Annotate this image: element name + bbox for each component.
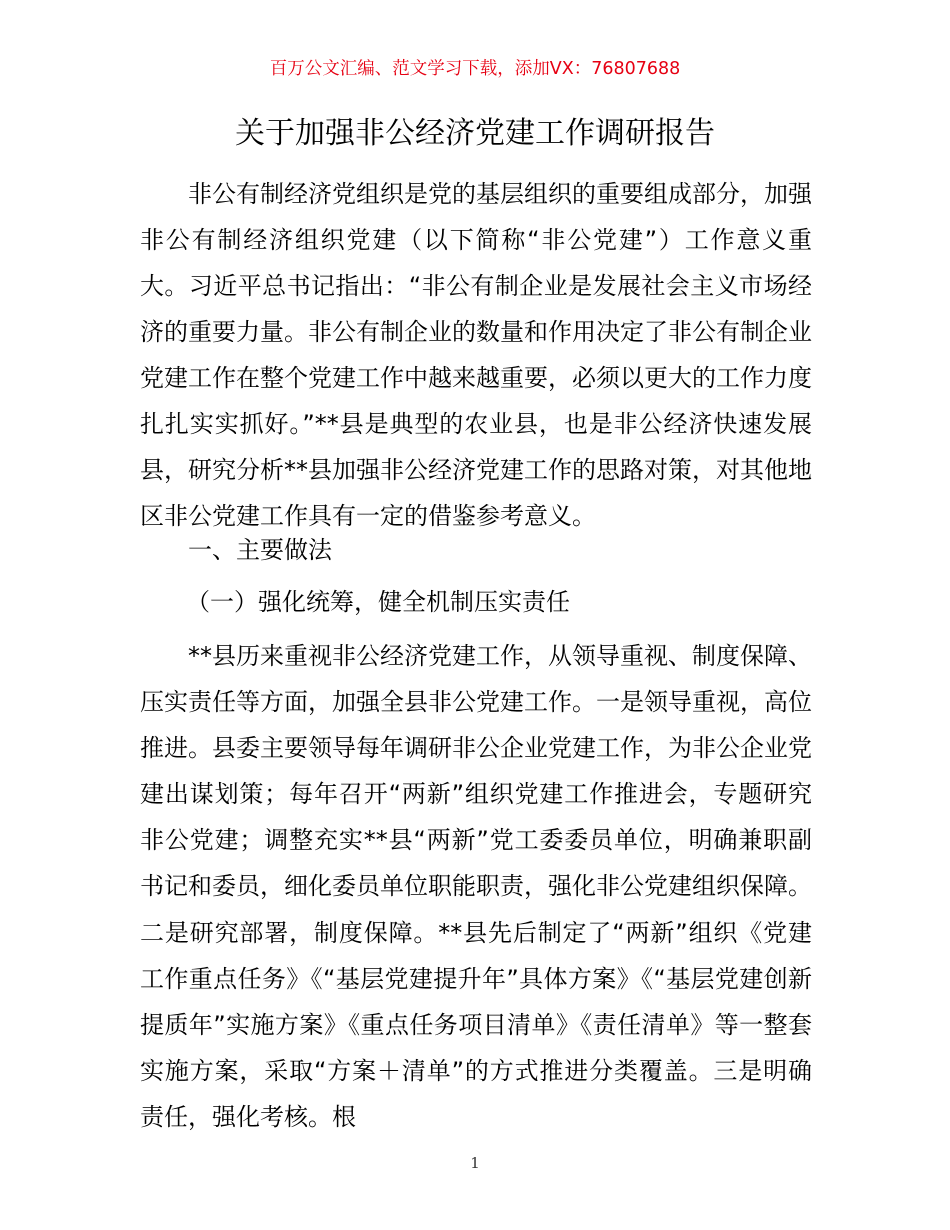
page-number: 1: [470, 1154, 480, 1172]
body-paragraph: **县历来重视非公经济党建工作，从领导重视、制度保障、压实责任等方面，加强全县非公党建工作。一是领导重视，高位推进。县委主要领导每年调研非公企业党建工作，为非公企业党建出谋划策；每年召开“两新”组织党建工作推进会，专题研究非公党建；调整充实**县“两新”党工委委员单位，明确兼职副书记和委员，细化委员单位职能职责，强化非公党建组织保障。二是研究部署，制度保障。**县先后制定了“两新”组织《党建工作重点任务》《“基层党建提升年”具体方案》《“基层党建创新提质年”实施方案》《重点任务项目清单》《责任清单》等一整套实施方案，采取“方案＋清单”的方式推进分类覆盖。三是明确责任，强化考核。根: [140, 642, 812, 1131]
promo-banner: 百万公文汇编、范文学习下载，添加VX：76807688: [269, 59, 681, 79]
subsection-heading: （一）强化统筹，健全机制压实责任: [186, 588, 570, 616]
intro-paragraph: 非公有制经济党组织是党的基层组织的重要组成部分，加强非公有制经济组织党建（以下简称“非公党建”）工作意义重大。习近平总书记指出：“非公有制企业是发展社会主义市场经济的重要力量。非公有制企业的数量和作用决定了非公有制企业党建工作在整个党建工作中越来越重要，必须以更大的工作力度扎扎实实抓好。”**县是典型的农业县，也是非公经济快速发展县，研究分析**县加强非公经济党建工作的思路对策，对其他地区非公党建工作具有一定的借鉴参考意义。: [140, 180, 812, 530]
section-heading: 一、主要做法: [188, 536, 332, 564]
document-title: 关于加强非公经济党建工作调研报告: [235, 116, 715, 151]
